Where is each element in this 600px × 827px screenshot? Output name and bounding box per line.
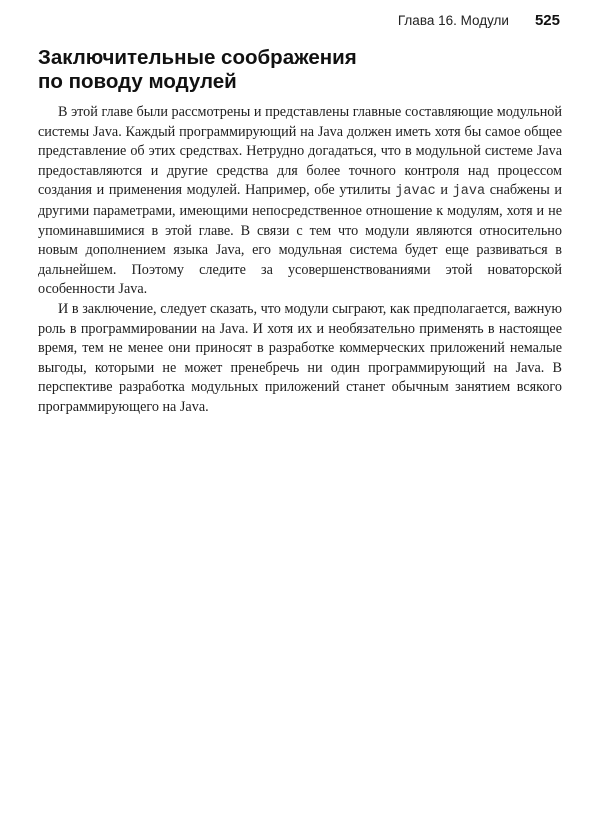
chapter-label: Глава 16. Модули: [397, 13, 509, 28]
code-java: java: [452, 184, 486, 200]
body-text: [38, 103, 562, 418]
paragraph-1: [38, 103, 562, 300]
paragraph-2: И в заключение, следует сказать, что модули сыграют, как предполагается, важную роль в программировании на Java. И хотя их и необязательно применять в настоящее время, тем не менее они приносят в разработке коммерческих приложений немалые выгоды, которыми не может пренебречь ни один программирующий на Java. В перспективе разработка модульных приложений станет обычным занятием всякого программирующего на Java.: [38, 300, 562, 415]
code-javac: javac: [395, 184, 436, 200]
paragraph-1-part-3: снабжены и другими параметрами, имеющими непосредственное отношение к модулям, хотя и не упоминавшимися в этой главе. В связи с тем что модули являются относительно новым дополнением языка Java, его модульная система будет еще развиваться в дальнейшем. Поэтому следите за усовершенствованиями этой новаторской особенности Java.: [38, 182, 563, 298]
paragraph-1-part-1: В этой главе были рассмотрены и представлены главные составляющие модульной системы Java. Каждый программирующий на Java должен иметь хотя бы самое общее представление об этих средствах. Нетрудно догадаться, что в модульной системе Java предоставляются и другие средства для более точного контроля над процессом создания и применения модулей. Например, обе утилиты: [38, 104, 562, 199]
section-title: [38, 46, 478, 94]
section-title-line-1: Заключительные соображения: [38, 46, 357, 69]
running-header: [398, 12, 560, 29]
page-number: 525: [534, 12, 560, 29]
paragraph-1-part-2: и: [435, 182, 453, 199]
section-title-line-2: по поводу модулей: [38, 70, 237, 93]
